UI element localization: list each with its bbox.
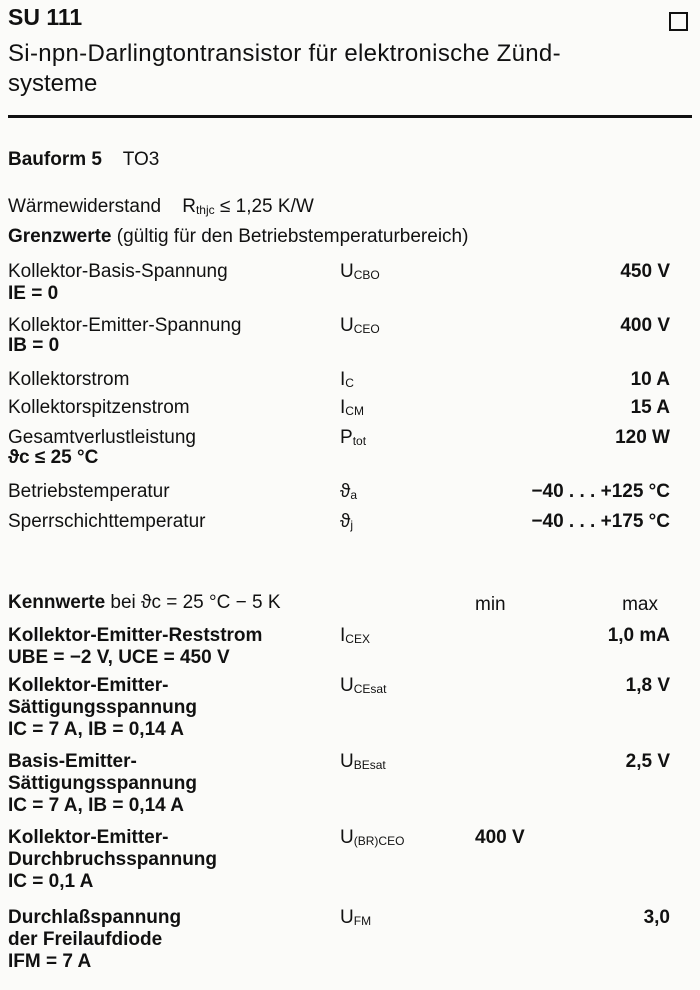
limit-symbol: $ϑ_a$ bbox=[340, 481, 358, 502]
characteristic-label: Kollektor-Emitter- bbox=[8, 827, 169, 848]
characteristic-label: der Freilaufdiode bbox=[8, 929, 163, 950]
limit-value: 15 A bbox=[630, 397, 670, 418]
characteristic-symbol: $U_{(BR)CEO}$ bbox=[340, 827, 405, 848]
limit-symbol: $I_C$ bbox=[340, 369, 354, 390]
characteristic-symbol: $I_{CEX}$ bbox=[340, 625, 370, 646]
max-header: max bbox=[622, 594, 658, 615]
limit-symbol: $ϑ_j$ bbox=[340, 511, 354, 532]
characteristic-max: 3,0 bbox=[643, 907, 670, 928]
characteristic-label: Durchlaßspannung bbox=[8, 907, 182, 928]
characteristic-label: Basis-Emitter- bbox=[8, 751, 137, 772]
limit-value: 400 V bbox=[620, 315, 670, 336]
device-description: Si-npn-Darlingtontransistor für elektronische Zünd- bbox=[8, 40, 561, 67]
characteristic-label: IC = 0,1 A bbox=[8, 871, 94, 892]
characteristic-symbol: $U_{CEsat}$ bbox=[340, 675, 387, 696]
header-rule bbox=[8, 115, 692, 118]
limit-label: Gesamtverlustleistung bbox=[8, 427, 196, 448]
characteristic-label: UBE = −2 V, UCE = 450 V bbox=[8, 647, 230, 668]
characteristic-max: 2,5 V bbox=[625, 751, 670, 772]
min-header: min bbox=[475, 594, 506, 615]
device-title: SU 111 bbox=[8, 4, 83, 30]
characteristic-label: Sättigungsspannung bbox=[8, 773, 197, 794]
thermal-label: Wärmewiderstand bbox=[8, 196, 162, 217]
limit-value: 120 W bbox=[615, 427, 670, 448]
characteristic-label: IC = 7 A, IB = 0,14 A bbox=[8, 719, 185, 740]
limit-value: 450 V bbox=[620, 261, 670, 282]
characteristic-label: Kollektor-Emitter-Reststrom bbox=[8, 625, 263, 646]
limit-label: Kollektorspitzenstrom bbox=[8, 397, 190, 418]
characteristic-label: IC = 7 A, IB = 0,14 A bbox=[8, 795, 185, 816]
device-description-cont: systeme bbox=[8, 70, 98, 97]
characteristic-label: Kollektor-Emitter- bbox=[8, 675, 169, 696]
limit-symbol: $I_{CM}$ bbox=[340, 397, 364, 418]
kennwerte-heading: Kennwerte bei ϑc = 25 °C − 5 K bbox=[8, 592, 281, 613]
characteristic-label: IFM = 7 A bbox=[8, 951, 92, 972]
thermal-resistance bbox=[8, 196, 314, 221]
limit-condition: IE = 0 bbox=[8, 283, 59, 304]
characteristic-label: Durchbruchsspannung bbox=[8, 849, 218, 870]
limit-symbol: $P_{tot}$ bbox=[340, 427, 367, 448]
characteristic-symbol: $U_{BEsat}$ bbox=[340, 751, 386, 772]
characteristic-min: 400 V bbox=[475, 827, 525, 848]
limit-condition: ϑc ≤ 25 °C bbox=[8, 447, 99, 468]
characteristic-symbol: $U_{FM}$ bbox=[340, 907, 372, 928]
limit-value: 10 A bbox=[630, 369, 670, 390]
characteristic-max: 1,8 V bbox=[625, 675, 670, 696]
bauform bbox=[8, 149, 159, 171]
thermal-symbol: $R_{thjc}$ bbox=[182, 196, 215, 217]
limit-label: Kollektor-Emitter-Spannung bbox=[8, 315, 242, 336]
bauform-value: TO3 bbox=[122, 149, 160, 170]
grenzwerte-heading: Grenzwerte (gültig für den Betriebstemperaturbereich) bbox=[8, 226, 469, 247]
limit-label: Kollektor-Basis-Spannung bbox=[8, 261, 228, 282]
thermal-value: ≤ 1,25 K/W bbox=[219, 196, 314, 217]
characteristic-label: Sättigungsspannung bbox=[8, 697, 197, 718]
bauform-label: Bauform 5 bbox=[8, 149, 102, 170]
limit-symbol: $U_{CEO}$ bbox=[340, 315, 380, 336]
limit-value: −40 . . . +125 °C bbox=[531, 481, 670, 502]
limit-label: Betriebstemperatur bbox=[8, 481, 170, 502]
limit-symbol: $U_{CBO}$ bbox=[340, 261, 380, 282]
checkbox-square bbox=[669, 12, 688, 31]
limit-label: Kollektorstrom bbox=[8, 369, 130, 390]
limit-value: −40 . . . +175 °C bbox=[531, 511, 670, 532]
characteristic-max: 1,0 mA bbox=[607, 625, 670, 646]
limit-label: Sperrschichttemperatur bbox=[8, 511, 206, 532]
limit-condition: IB = 0 bbox=[8, 335, 60, 356]
